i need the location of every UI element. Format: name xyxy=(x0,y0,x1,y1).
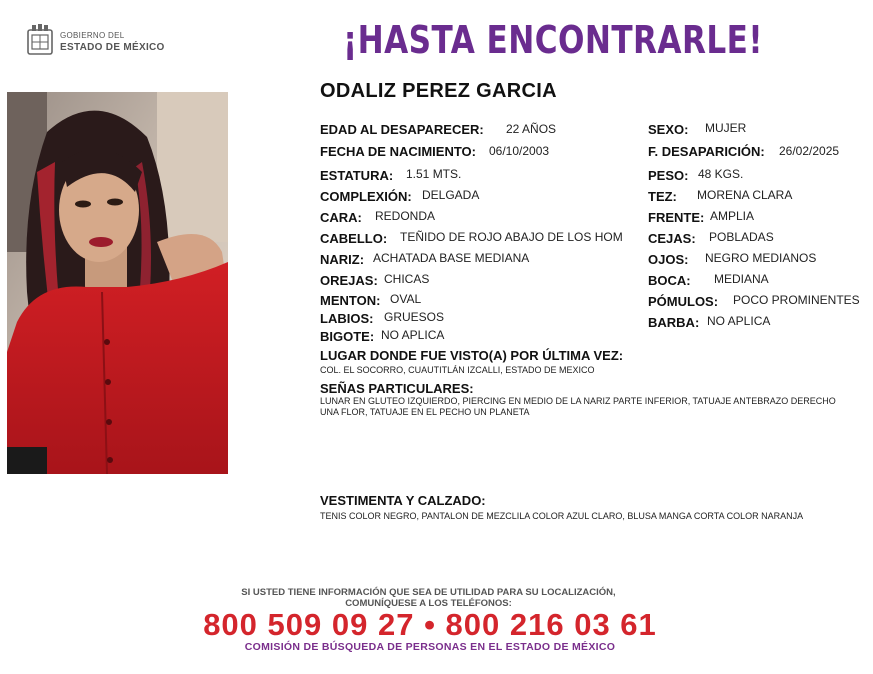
pomulos-value: POCO PROMINENTES xyxy=(733,293,860,307)
nacimiento-label: FECHA DE NACIMIENTO: xyxy=(320,144,476,159)
marks-label: SEÑAS PARTICULARES: xyxy=(320,381,474,396)
state-seal-icon xyxy=(26,24,54,56)
last-seen-label: LUGAR DONDE FUE VISTO(A) POR ÚLTIMA VEZ: xyxy=(320,348,624,363)
cara-value: REDONDA xyxy=(375,209,436,223)
last-seen-value: COL. EL SOCORRO, CUAUTITLÁN IZCALLI, ESTADO DE MEXICO xyxy=(320,365,595,375)
menton-value: OVAL xyxy=(390,292,422,306)
desaparicion-value: 26/02/2025 xyxy=(779,144,840,158)
tez-label: TEZ: xyxy=(648,189,677,204)
orejas-value: CHICAS xyxy=(384,272,430,286)
phone-2[interactable]: 800 216 03 61 xyxy=(445,607,657,642)
peso-label: PESO: xyxy=(648,168,689,183)
portrait-illustration xyxy=(7,92,228,474)
nariz-value: ACHATADA BASE MEDIANA xyxy=(373,251,530,265)
person-name: ODALIZ PEREZ GARCIA xyxy=(320,80,557,102)
cejas-label: CEJAS: xyxy=(648,231,696,246)
person-photo xyxy=(7,92,228,474)
edad-value: 22 AÑOS xyxy=(506,122,557,136)
edad-label: EDAD AL DESAPARECER: xyxy=(320,122,484,137)
labios-label: LABIOS: xyxy=(320,311,374,326)
clothing-value: TENIS COLOR NEGRO, PANTALON DE MEZCLILA COLOR AZUL CLARO, BLUSA MANGA CORTA COLOR NARANJA xyxy=(320,511,804,521)
bigote-label: BIGOTE: xyxy=(320,329,375,344)
cabello-value: TEÑIDO DE ROJO ABAJO DE LOS HOM xyxy=(400,230,623,244)
ojos-value: NEGRO MEDIANOS xyxy=(705,251,817,265)
complexion-label: COMPLEXIÓN: xyxy=(320,189,412,204)
pomulos-label: PÓMULOS: xyxy=(648,294,719,309)
labios-value: GRUESOS xyxy=(384,310,445,324)
sexo-label: SEXO: xyxy=(648,122,689,137)
nariz-label: NARIZ: xyxy=(320,252,365,267)
headline: ¡HASTA ENCONTRARLE! xyxy=(343,18,763,62)
boca-label: BOCA: xyxy=(648,273,691,288)
phone-1[interactable]: 800 509 09 27 xyxy=(203,607,415,642)
tez-value: MORENA CLARA xyxy=(697,188,793,202)
boca-value: MEDIANA xyxy=(714,272,769,286)
nacimiento-value: 06/10/2003 xyxy=(489,144,550,158)
barba-label: BARBA: xyxy=(648,315,700,330)
phone-separator: • xyxy=(424,607,436,642)
info-line1: SI USTED TIENE INFORMACIÓN QUE SEA DE UTILIDAD PARA SU LOCALIZACIÓN, xyxy=(241,587,616,598)
info-line2: COMUNÍQUESE A LOS TELÉFONOS: xyxy=(345,598,512,609)
sexo-value: MUJER xyxy=(705,121,747,135)
phone-numbers xyxy=(0,607,860,643)
barba-value: NO APLICA xyxy=(707,314,771,328)
estatura-value: 1.51 MTS. xyxy=(406,167,462,181)
logo-line1: GOBIERNO DEL xyxy=(60,31,125,40)
menton-label: MENTON: xyxy=(320,293,381,308)
commission-name: COMISIÓN DE BÚSQUEDA DE PERSONAS EN EL ESTADO DE MÉXICO xyxy=(244,641,616,653)
cara-label: CARA: xyxy=(320,210,362,225)
ojos-label: OJOS: xyxy=(648,252,689,267)
cejas-value: POBLADAS xyxy=(709,230,774,244)
complexion-value: DELGADA xyxy=(422,188,480,202)
frente-value: AMPLIA xyxy=(710,209,755,223)
bigote-value: NO APLICA xyxy=(381,328,445,342)
logo-line2: ESTADO DE MÉXICO xyxy=(60,42,165,53)
government-logo xyxy=(26,24,166,60)
desaparicion-label: F. DESAPARICIÓN: xyxy=(648,144,765,159)
estatura-label: ESTATURA: xyxy=(320,168,394,183)
clothing-label: VESTIMENTA Y CALZADO: xyxy=(320,493,486,508)
orejas-label: OREJAS: xyxy=(320,273,378,288)
marks-line1: LUNAR EN GLUTEO IZQUIERDO, PIERCING EN MEDIO DE LA NARIZ PARTE INFERIOR, TATUAJE ANTEBRAZO DERECHO xyxy=(320,396,836,406)
peso-value: 48 KGS. xyxy=(698,167,744,181)
cabello-label: CABELLO: xyxy=(320,231,388,246)
frente-label: FRENTE: xyxy=(648,210,705,225)
marks-line2: UNA FLOR, TATUAJE EN EL PECHO UN PLANETA xyxy=(320,407,530,417)
